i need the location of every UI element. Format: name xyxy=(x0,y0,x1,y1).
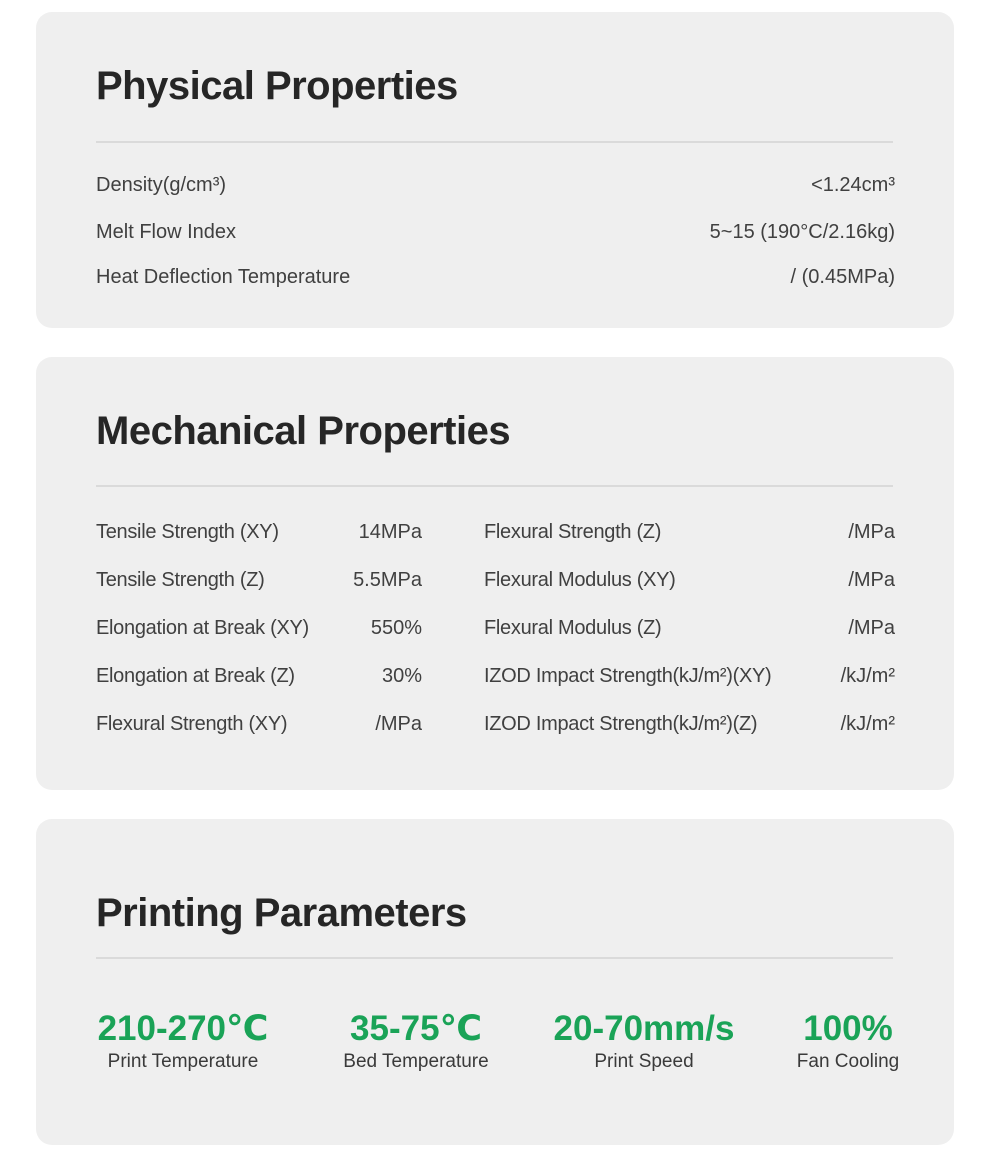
property-label: Density(g/cm³) xyxy=(96,174,227,196)
physical-properties-title: Physical Properties xyxy=(96,64,458,108)
printing-parameters-title: Printing Parameters xyxy=(96,891,467,935)
param-label: Fan Cooling xyxy=(796,1051,900,1072)
property-value: /kJ/m² xyxy=(840,713,895,735)
printing-parameters-card xyxy=(36,819,954,1145)
param-label: Print Speed xyxy=(594,1051,694,1072)
param-value: 20-70mm/s xyxy=(553,1009,735,1048)
mechanical-row xyxy=(96,617,422,645)
property-value: 550% xyxy=(370,617,422,639)
property-value: 30% xyxy=(381,665,422,687)
property-value: <1.24cm³ xyxy=(811,174,895,196)
divider xyxy=(96,957,893,959)
property-value: /MPa xyxy=(848,569,895,591)
property-label: Elongation at Break (XY) xyxy=(96,617,309,639)
mechanical-properties-title: Mechanical Properties xyxy=(96,409,511,453)
param-value: 210-270℃ xyxy=(97,1009,269,1048)
property-label: Tensile Strength (Z) xyxy=(96,569,265,591)
property-row-melt-flow-index xyxy=(96,221,895,249)
param-print-speed xyxy=(544,1009,744,1073)
property-label: Melt Flow Index xyxy=(96,221,237,243)
property-label: Flexural Strength (XY) xyxy=(96,713,288,735)
mechanical-row xyxy=(96,713,422,741)
param-value: 100% xyxy=(803,1009,893,1048)
property-value: /MPa xyxy=(848,521,895,543)
property-value: /MPa xyxy=(375,713,422,735)
divider xyxy=(96,141,893,143)
mechanical-row xyxy=(96,521,422,549)
mechanical-row xyxy=(484,569,895,597)
property-label: Elongation at Break (Z) xyxy=(96,665,295,687)
physical-properties-card xyxy=(36,12,954,328)
property-value: 5~15 (190°C/2.16kg) xyxy=(709,221,895,243)
property-label: Tensile Strength (XY) xyxy=(96,521,279,543)
mechanical-properties-card xyxy=(36,357,954,790)
param-fan-cooling xyxy=(748,1009,948,1073)
property-row-heat-deflection xyxy=(96,266,895,294)
mechanical-row xyxy=(484,521,895,549)
property-label: Flexural Modulus (Z) xyxy=(484,617,662,639)
param-bed-temperature xyxy=(316,1009,516,1073)
property-label: Flexural Strength (Z) xyxy=(484,521,662,543)
param-value: 35-75℃ xyxy=(350,1009,482,1048)
param-label: Print Temperature xyxy=(107,1051,259,1072)
property-row-density xyxy=(96,174,895,202)
mechanical-row xyxy=(96,569,422,597)
mechanical-row xyxy=(484,665,895,693)
property-value: /MPa xyxy=(848,617,895,639)
property-label: IZOD Impact Strength(kJ/m²)(Z) xyxy=(484,713,758,735)
mechanical-row xyxy=(484,617,895,645)
divider xyxy=(96,485,893,487)
param-label: Bed Temperature xyxy=(343,1051,489,1072)
property-value: 5.5MPa xyxy=(353,569,422,591)
property-value: / (0.45MPa) xyxy=(790,266,895,288)
property-value: /kJ/m² xyxy=(840,665,895,687)
property-label: Flexural Modulus (XY) xyxy=(484,569,676,591)
mechanical-row xyxy=(484,713,895,741)
mechanical-row xyxy=(96,665,422,693)
property-label: IZOD Impact Strength(kJ/m²)(XY) xyxy=(484,665,772,687)
property-label: Heat Deflection Temperature xyxy=(96,266,351,288)
param-print-temperature xyxy=(83,1009,283,1073)
property-value: 14MPa xyxy=(358,521,422,543)
